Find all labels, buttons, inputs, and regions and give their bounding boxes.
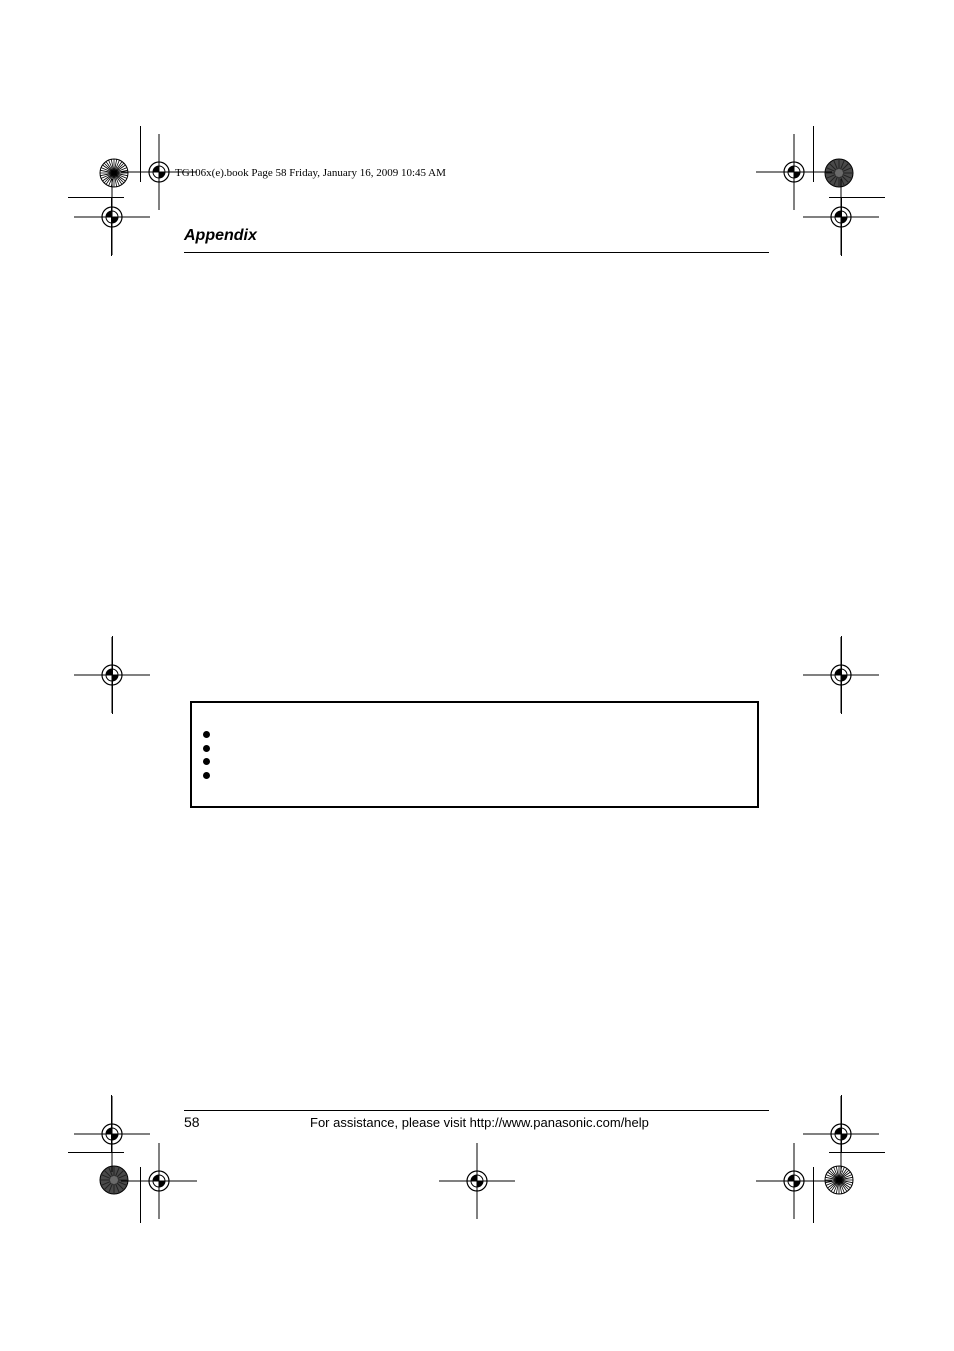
crosshair-registration-icon — [803, 637, 879, 713]
crosshair-registration-icon — [439, 1143, 515, 1219]
starburst-target-icon — [100, 159, 128, 187]
crosshair-registration-icon — [74, 179, 150, 255]
bullet-icon — [203, 772, 210, 779]
starburst-target-icon — [100, 1166, 128, 1194]
crosshair-registration-icon — [803, 1096, 879, 1172]
header-rule — [184, 252, 769, 253]
section-title: Appendix — [184, 227, 257, 244]
crosshair-registration-icon — [74, 637, 150, 713]
starburst-target-icon — [825, 1166, 853, 1194]
note-box — [190, 701, 759, 808]
footer-rule — [184, 1110, 769, 1111]
crosshair-registration-icon — [756, 134, 832, 210]
print-job-header: TG106x(e).book Page 58 Friday, January 16, 2009 10:45 AM — [175, 167, 446, 179]
bullet-icon — [203, 758, 210, 765]
bullet-icon — [203, 731, 210, 738]
starburst-target-icon — [825, 159, 853, 187]
bullet-icon — [203, 745, 210, 752]
crosshair-registration-icon — [803, 179, 879, 255]
page-number: 58 — [184, 1114, 200, 1130]
footer-assistance-text: For assistance, please visit http://www.panasonic.com/help — [310, 1115, 649, 1130]
crosshair-registration-icon — [121, 1143, 197, 1219]
crosshair-registration-icon — [756, 1143, 832, 1219]
crosshair-registration-icon — [74, 1096, 150, 1172]
